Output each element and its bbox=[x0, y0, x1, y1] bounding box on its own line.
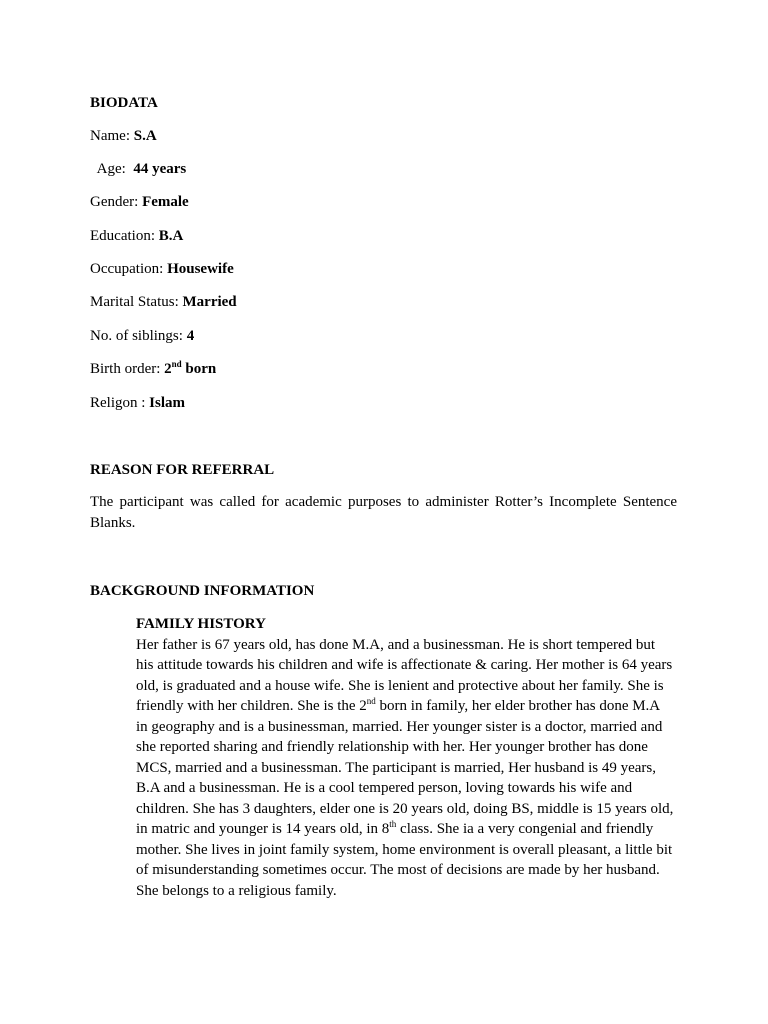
field-value: 44 years bbox=[133, 161, 187, 177]
text-segment: class. She ia a very congenial and friendly bbox=[396, 821, 654, 837]
family-history-heading: FAMILY HISTORY bbox=[136, 616, 266, 632]
text-line: she reported sharing and friendly relationship with her. Her younger brother has done bbox=[136, 739, 648, 755]
field-siblings bbox=[90, 327, 194, 345]
field-occupation bbox=[90, 260, 234, 278]
text-line: She belongs to a religious family. bbox=[136, 883, 337, 899]
field-label: Gender: bbox=[90, 194, 143, 210]
ordinal-suffix: nd bbox=[366, 696, 376, 706]
field-value: Islam bbox=[149, 395, 186, 411]
value-suffix: born bbox=[181, 361, 217, 377]
referral-heading: REASON FOR REFERRAL bbox=[90, 462, 275, 478]
text-line: old, is graduated and a house wife. She is lenient and protective about her family. She is bbox=[136, 678, 664, 694]
text-segment: born in family, her elder brother has done M.A bbox=[375, 698, 661, 714]
field-label: Birth order: bbox=[90, 361, 165, 377]
text-segment: in matric and younger is 14 years old, in 8 bbox=[136, 821, 390, 837]
field-value: S.A bbox=[133, 128, 157, 144]
value-ordinal-suffix: nd bbox=[171, 359, 182, 369]
field-religion bbox=[90, 394, 185, 412]
value-number: 2 bbox=[164, 361, 172, 377]
ordinal-suffix: th bbox=[389, 819, 397, 829]
field-value: Female bbox=[142, 194, 189, 210]
field-age bbox=[90, 160, 186, 178]
text-segment: friendly with her children. She is the 2 bbox=[136, 698, 367, 714]
field-label: Age: bbox=[90, 161, 134, 177]
text-line bbox=[136, 820, 653, 838]
field-value: B.A bbox=[158, 228, 184, 244]
field-name bbox=[90, 127, 157, 145]
field-label: Name: bbox=[90, 128, 134, 144]
background-heading: BACKGROUND INFORMATION bbox=[90, 583, 315, 599]
field-value: Housewife bbox=[167, 261, 234, 277]
field-education bbox=[90, 227, 183, 245]
text-line: children. She has 3 daughters, elder one is 20 years old, doing BS, middle is 15 years old, bbox=[136, 801, 674, 817]
field-label: Education: bbox=[90, 228, 159, 244]
text-line: in geography and is a businessman, married. Her younger sister is a doctor, married and bbox=[136, 719, 663, 735]
field-label: Religon : bbox=[90, 395, 150, 411]
text-line: Her father is 67 years old, has done M.A, and a businessman. He is short tempered but bbox=[136, 637, 656, 653]
field-label: Marital Status: bbox=[90, 294, 183, 310]
field-value: 4 bbox=[186, 328, 195, 344]
field-label: No. of siblings: bbox=[90, 328, 187, 344]
text-line: mother. She lives in joint family system, home environment is overall pleasant, a little bit bbox=[136, 842, 673, 858]
field-label: Occupation: bbox=[90, 261, 168, 277]
biodata-heading: BIODATA bbox=[90, 95, 158, 111]
text-line: of misunderstanding sometimes occur. The most of decisions are made by her husband. bbox=[136, 862, 660, 878]
field-value bbox=[164, 361, 216, 377]
field-birth-order bbox=[90, 360, 216, 378]
text-line: his attitude towards his children and wife is affectionate & caring. Her mother is 64 years bbox=[136, 657, 673, 673]
field-marital-status bbox=[90, 293, 237, 311]
field-value: Married bbox=[182, 294, 237, 310]
text-line: B.A and a businessman. He is a cool tempered person, loving towards his wife and bbox=[136, 780, 633, 796]
field-gender bbox=[90, 193, 189, 211]
text-line bbox=[136, 697, 660, 715]
text-line: MCS, married and a businessman. The participant is married, Her husband is 49 years, bbox=[136, 760, 657, 776]
referral-text: The participant was called for academic purposes to administer Rotter’s Incomplete Sentence Blanks. bbox=[90, 494, 677, 531]
